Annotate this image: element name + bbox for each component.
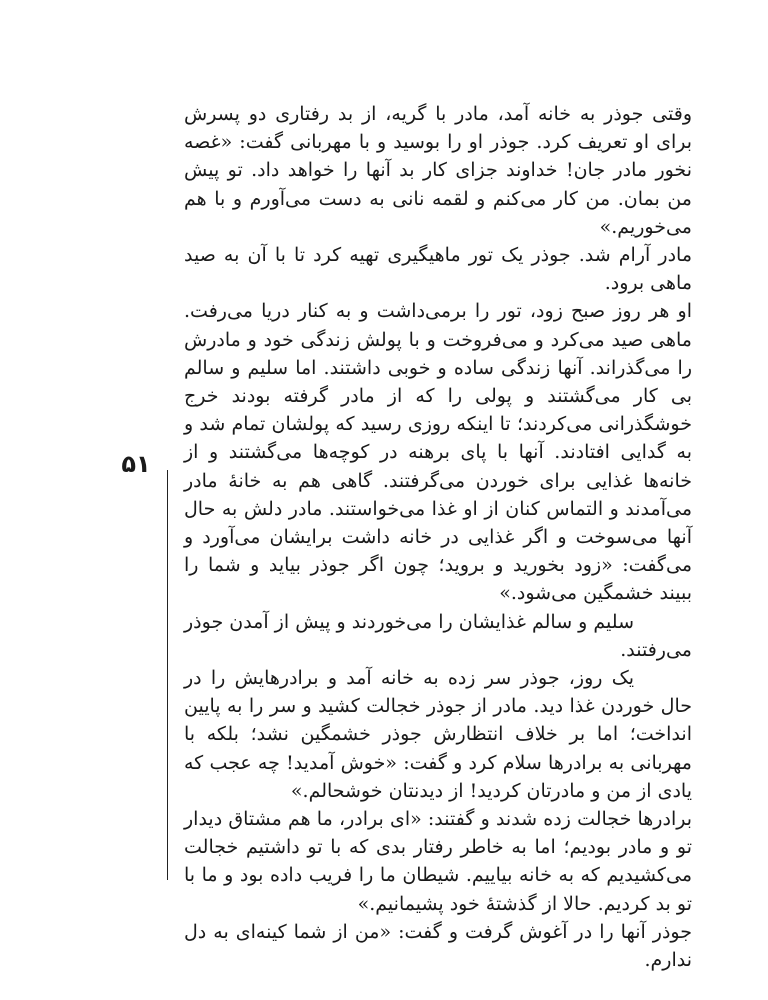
margin-rule [167,470,168,880]
paragraph-6: برادرها خجالت زده شدند و گفتند: «ای برادر، ما هم مشتاق دیدار تو و مادر بودیم؛ اما به خاطر رفتار بدی که با تو داشتیم خجالت می‌کشیدیم که به خانه بیاییم. شیطان ما را فریب داده بود و ما با تو بد کردیم. حالا از گذشتهٔ خود پشیمانیم.» [184,808,692,915]
page-number: ۵۱ [121,450,151,478]
paragraph-5: یک روز، جوذر سر زده به خانه آمد و برادرهایش را در حال خوردن غذا دید. مادر از جوذر خجالت کشید و سر را به پایین انداخت؛ اما بر خلاف انتظارش جوذر خشمگین نشد؛ بلکه با مهربانی به برادرها سلام کرد و گفت: «خوش آمدید! چه عجب که یادی از من و مادرتان کردید! از دیدنتان خوشحالم.» [184,667,692,802]
paragraph-4: سلیم و سالم غذایشان را می‌خوردند و پیش از آمدن جوذر می‌رفتند. [184,610,692,661]
paragraph-3: او هر روز صبح زود، تور را برمی‌داشت و به کنار دریا می‌رفت. ماهی صید می‌کرد و می‌فروخت و با پولش زندگی خود و مادرش را می‌گذراند. آنها زندگی ساده و خوبی داشتند. اما سلیم و سالم بی کار می‌گشتند و پولی را که از مادر گرفته بودند خرج خوشگذرانی می‌کردند؛ تا اینکه روزی رسید که پولشان تمام شد و به گدایی افتادند. آنها با پای برهنه در کوچه‌ها می‌گشتند و از خانه‌ها غذایی برای خوردن می‌گرفتند. گاهی هم به خانهٔ مادر می‌آمدند و التماس کنان از او غذا می‌خواستند. مادر دلش به حال آنها می‌سوخت و اگر غذایی در خانه داشت برایشان می‌آورد و می‌گفت: «زود بخورید و بروید؛ چون اگر جوذر بیاید و شما را ببیند خشمگین می‌شود.» [184,300,692,605]
paragraph-1: وقتی جوذر به خانه آمد، مادر با گریه، از بد رفتاری دو پسرش برای او تعریف کرد. جوذر او را بوسید و با مهربانی گفت: «غصه نخور مادر جان! خداوند جزای کار بد آنها را خواهد داد. تو پیش من بمان. من کار می‌کنم و لقمه نانی به دست می‌آورم و با هم می‌خوریم.» [184,103,692,238]
page-text [184,100,692,974]
paragraph-7: جوذر آنها را در آغوش گرفت و گفت: «من از شما کینه‌ای به دل ندارم. [184,920,692,972]
paragraph-2: مادر آرام شد. جوذر یک تور ماهیگیری تهیه کرد تا با آن به صید ماهی برود. [184,244,692,295]
